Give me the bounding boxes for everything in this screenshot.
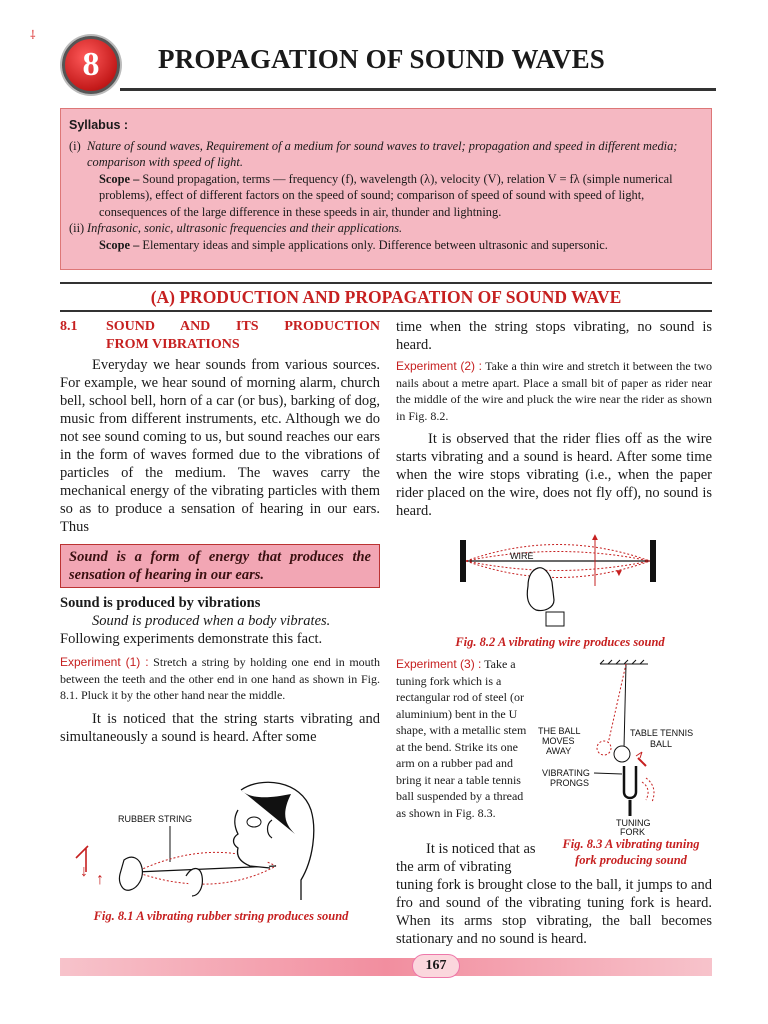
experiment-label: Experiment (2) : [396,359,482,373]
left-column [60,318,380,746]
scope-label: Scope – [99,171,140,186]
figure-8-2 [450,528,670,649]
figure-caption-line: Fig. 8.3 A vibrating tuning [562,837,700,851]
chapter-title: PROPAGATION OF SOUND WAVES [158,44,606,74]
rubber-string-label: RUBBER STRING [118,814,193,824]
page-footer [60,958,712,976]
arrow-up-icon: ▲ [590,532,600,543]
vibrating-wire-illustration [450,528,670,628]
scope-text: Sound propagation, terms — frequency (f), wavelength (λ), velocity (V), relation V = fλ (simple numerical problems), effect of different factors on the speed of sound; comparison of speed of sound with speed of light, consequences of the large difference in these speeds in air, thunder and lightning. [99,171,673,219]
ball-moves-label: THE BALL [538,726,581,736]
chapter-number-badge [62,36,120,94]
scope-text: Elementary ideas and simple applications only. Difference between ultrasonic and supersonic. [139,237,608,252]
paragraph: time when the string stops vibrating, no sound is heard. [396,319,712,353]
rubber-string-illustration [66,780,376,900]
syllabus-item-1 [69,138,703,221]
syllabus-item-number: (i) [69,138,81,153]
subsection-heading [60,318,380,336]
syllabus-box [60,108,712,270]
definition-box: Sound is a form of energy that produces the sensation of hearing in our ears. [60,544,380,588]
tuning-fork-label: FORK [620,827,646,836]
experiment-1 [60,654,380,704]
experiment-text: Take a thin wire and stretch it between the two nails about a metre apart. Place a small bit of paper as rider near the middle of the wire and pluck the wire near the rider as shown in Fig. 8.2. [396,359,713,423]
experiment-3-block [396,656,536,821]
subsection-number: 8.1 [60,319,78,334]
experiment-3-result [396,840,546,876]
right-column [396,318,712,520]
arrow-up-icon: ↑ [96,871,104,888]
paragraph: It is noticed that the string starts vibrating and simultaneously a sound is heard. After some [60,710,380,745]
syllabus-heading: Syllabus : [69,118,129,132]
table-tennis-label: TABLE TENNIS [630,728,694,738]
paragraph: It is observed that the rider flies off as the wire starts vibrating and a sound is heard. After some time when the wire stops vibrating (i.e., when the paper rider placed on the wire, does not fly off), no sound is heard. [396,431,712,519]
experiment-3-result-cont [396,876,712,948]
arrow-down-icon: ↓ [80,863,88,880]
table-tennis-label: BALL [650,739,673,749]
bold-subheading: Sound is produced by vibrations [60,595,261,611]
paragraph: Everyday we hear sounds from various sources. For example, we hear sound of morning alarm, church bell, school bell, horn of a car (or bus), barking of dog, music from different instruments, etc. Although we do not see sound coming to us, but sound reaches our ears in the form of waves formed due to the vibrations of particles of the medium. The waves carry the mechanical energy of the vibrating particles with them so as to produce a sensation of hearing in our ears. Thus [60,357,380,535]
syllabus-item-2 [69,220,703,253]
vibrating-prongs-label: VIBRATING [542,768,590,778]
experiment-2 [396,358,712,424]
page-number: 167 [412,954,460,978]
subsection-title-line1: SOUND AND ITS PRODUCTION [106,319,380,334]
figure-caption-8-3 [546,836,716,868]
vibrating-prongs-label: PRONGS [550,778,590,788]
header-rule [120,88,716,91]
subsection-title-line2: FROM VIBRATIONS [106,337,240,352]
syllabus-item-title: Nature of sound waves, Requirement of a medium for sound waves to travel; propagation and speed in different media; comparison with speed of light. [87,138,678,169]
wire-label: WIRE [510,551,534,561]
arrow-down-icon: ▼ [614,568,624,579]
ball-moves-label: MOVES [542,736,575,746]
tuning-fork-illustration [538,656,718,836]
figure-caption: Fig. 8.2 A vibrating wire produces sound [455,635,665,649]
figure-8-1 [66,780,376,923]
tuning-fork-label: TUNING [616,818,651,828]
paragraph: It is noticed that as the arm of vibrating [396,841,536,875]
italic-statement: Sound is produced when a body vibrates. [92,613,331,629]
experiment-text: Stretch a string by holding one end in mouth between the teeth and the other end in one hand as shown in Fig. 8.1. Pluck it by the other hand near the middle. [60,655,380,702]
syllabus-scope [87,237,703,254]
scope-label: Scope – [99,237,140,252]
experiment-label: Experiment (3) : [396,657,482,671]
experiment-label: Experiment (1) : [60,655,149,669]
paragraph: Following experiments demonstrate this fact. [60,631,323,647]
experiment-3 [396,656,536,821]
syllabus-scope [87,171,703,221]
section-title: (A) PRODUCTION AND PROPAGATION OF SOUND WAVE [150,287,622,307]
paragraph [60,612,380,630]
figure-caption: Fig. 8.1 A vibrating rubber string produces sound [93,909,349,923]
chapter-header [58,28,716,98]
chapter-number: 8 [82,46,100,83]
syllabus-item-title: Infrasonic, sonic, ultrasonic frequencies and their applications. [87,221,403,235]
figure-caption-line: fork producing sound [575,853,687,867]
figure-8-3 [538,656,718,836]
experiment-text: Take a tuning fork which is a rectangular rod of steel (or aluminium) bent in the U shape, with a metallic stem at the bend. Strike its one arm on a rubber pad and bring it near a table tennis ball suspended by a thread as shown in Fig. 8.3. [396,657,527,820]
paragraph: tuning fork is brought close to the ball, it jumps to and fro and sound of the vibrating tuning fork is heard. When its arms stop vibrating, the ball becomes stationary and no sound is heard. [396,877,712,947]
section-heading [60,282,712,312]
syllabus-item-number: (ii) [69,221,85,235]
corner-mark-icon: ⸸ [30,28,36,42]
ball-moves-label: AWAY [546,746,572,756]
